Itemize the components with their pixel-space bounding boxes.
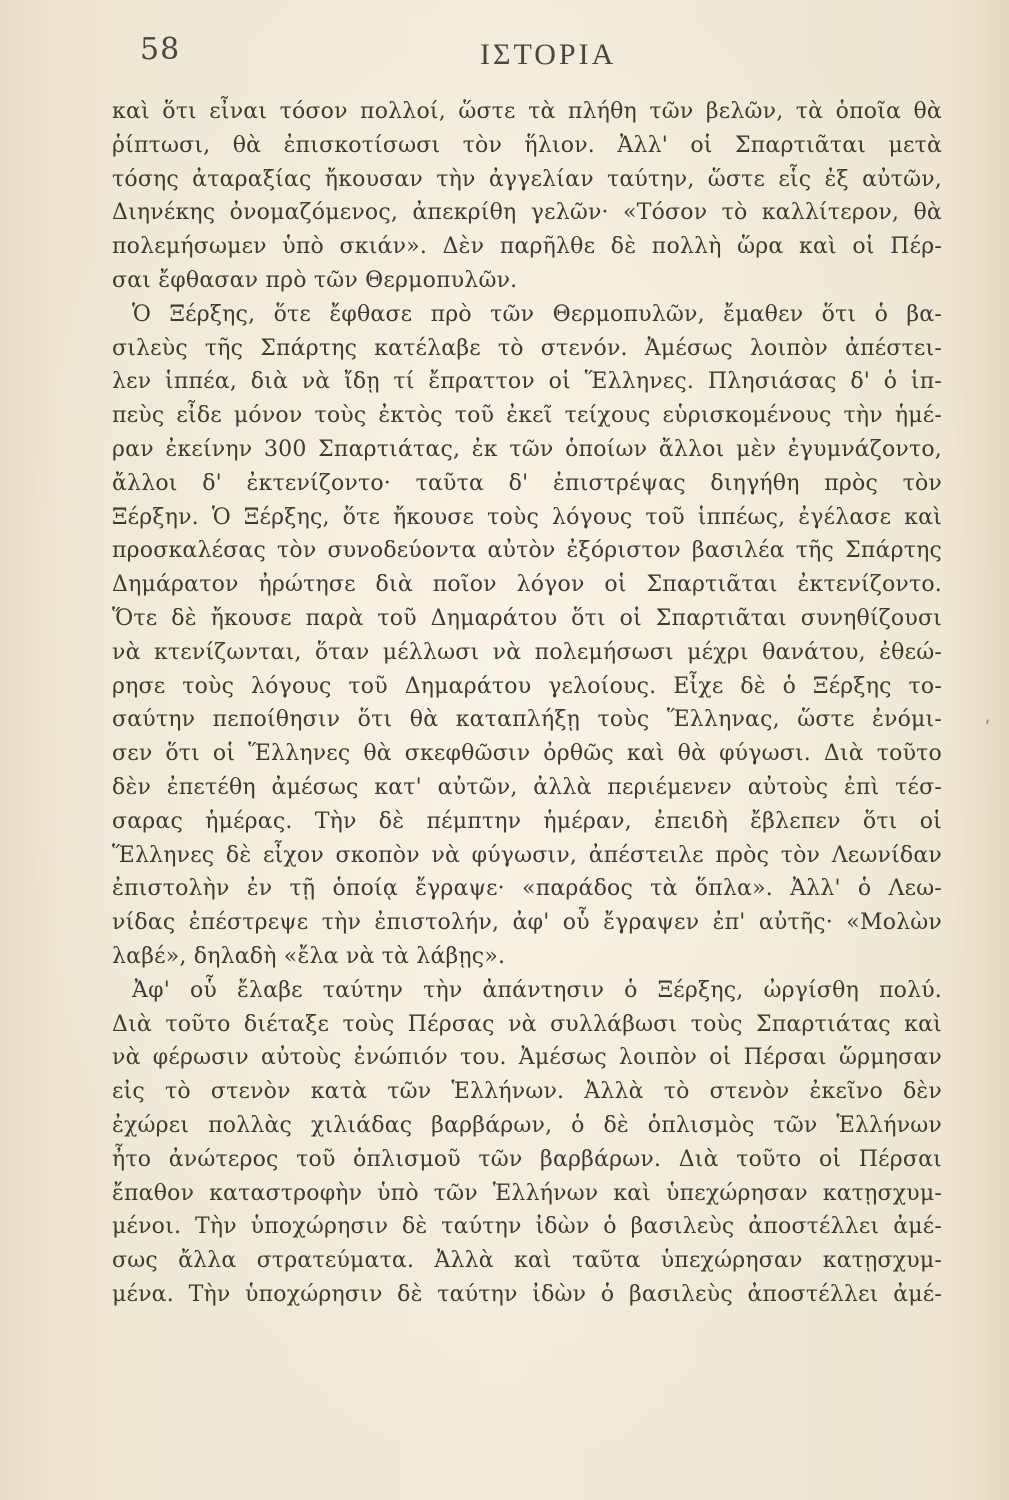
text-line: λεν ἱππέα, διὰ νὰ ἴδῃ τί ἔπραττον οἱ Ἕλληνες. Πλησιάσας δ' ὁ ἱπ-: [112, 369, 942, 395]
text-line: προσκαλέσας τὸν συνοδεύοντα αὐτὸν ἐξόριστον βασιλέα τῆς Σπάρτης: [112, 538, 942, 564]
text-line: πεὺς εἶδε μόνον τοὺς ἐκτὸς τοῦ ἐκεῖ τείχους εὑρισκομένους τὴν ἡμέ-: [112, 403, 942, 429]
text-line: ἄλλοι δ' ἐκτενίζοντο· ταῦτα δ' ἐπιστρέψας διηγήθη πρὸς τὸν: [112, 470, 942, 496]
body-text: [112, 95, 942, 1312]
page-number: 58: [140, 32, 181, 67]
text-line: Ξέρξην. Ὁ Ξέρξης, ὅτε ἤκουσε τοὺς λόγους τοῦ ἱππέως, ἐγέλασε καὶ: [112, 504, 942, 530]
text-line: δὲν ἐπετέθη ἀμέσως κατ' αὐτῶν, ἀλλὰ περιέμενεν αὐτοὺς ἐπὶ τέσ-: [112, 774, 942, 800]
text-line: νίδας ἐπέστρεψε τὴν ἐπιστολήν, ἀφ' οὗ ἔγραψεν ἐπ' αὐτῆς· «Μολὼν: [112, 910, 942, 936]
text-line: νὰ φέρωσιν αὐτοὺς ἐνώπιόν του. Ἀμέσως λοιπὸν οἱ Πέρσαι ὥρμησαν: [112, 1045, 942, 1071]
text-line: νὰ κτενίζωνται, ὅταν μέλλωσι νὰ πολεμήσωσι μέχρι θανάτου, ἐθεώ-: [112, 639, 942, 665]
text-line: καὶ ὅτι εἶναι τόσον πολλοί, ὥστε τὰ πλήθη τῶν βελῶν, τὰ ὁποῖα θὰ: [112, 99, 942, 124]
text-line: σεν ὅτι οἱ Ἕλληνες θὰ σκεφθῶσιν ὀρθῶς καὶ θὰ φύγωσι. Διὰ τοῦτο: [112, 741, 942, 767]
text-line: Ἀφ' οὗ ἔλαβε ταύτην τὴν ἀπάντησιν ὁ Ξέρξης, ὠργίσθη πολύ.: [132, 977, 942, 1003]
text-line: ἦτο ἀνώτερος τοῦ ὁπλισμοῦ τῶν βαρβάρων. Διὰ τοῦτο οἱ Πέρσαι: [112, 1146, 942, 1172]
text-line: τόσης ἀταραξίας ἤκουσαν τὴν ἀγγελίαν ταύτην, ὥστε εἷς ἐξ αὐτῶν,: [112, 166, 942, 192]
text-line: σως ἄλλα στρατεύματα. Ἀλλὰ καὶ ταῦτα ὑπεχώρησαν κατῃσχυμ-: [112, 1248, 942, 1274]
text-line: Ὅτε δὲ ἤκουσε παρὰ τοῦ Δημαράτου ὅτι οἱ Σπαρτιᾶται συνηθίζουσι: [112, 605, 942, 631]
text-line: σαρας ἡμέρας. Τὴν δὲ πέμπτην ἡμέραν, ἐπειδὴ ἔβλεπεν ὅτι οἱ: [112, 808, 942, 834]
text-line: εἰς τὸ στενὸν κατὰ τῶν Ἑλλήνων. Ἀλλὰ τὸ στενὸν ἐκεῖνο δὲν: [112, 1079, 942, 1105]
text-line: μένοι. Τὴν ὑποχώρησιν δὲ ταύτην ἰδὼν ὁ βασιλεὺς ἀποστέλλει ἀμέ-: [112, 1214, 942, 1240]
margin-pencil-mark: ʹ: [985, 718, 991, 739]
text-line: Δημάρατον ἠρώτησε διὰ ποῖον λόγον οἱ Σπαρτιᾶται ἐκτενίζοντο.: [112, 572, 942, 598]
text-line: ραν ἐκείνην 300 Σπαρτιάτας, ἐκ τῶν ὁποίων ἄλλοι μὲν ἐγυμνάζοντο,: [112, 436, 942, 462]
text-line: λαβέ», δηλαδὴ «ἔλα νὰ τὰ λάβῃς».: [112, 943, 506, 969]
text-line: ἐχώρει πολλὰς χιλιάδας βαρβάρων, ὁ δὲ ὁπλισμὸς τῶν Ἑλλήνων: [112, 1112, 942, 1138]
text-line: Ἕλληνες δὲ εἶχον σκοπὸν νὰ φύγωσιν, ἀπέστειλε πρὸς τὸν Λεωνίδαν: [112, 842, 942, 868]
text-line: σαύτην πεποίθησιν ὅτι θὰ καταπλήξῃ τοὺς Ἕλληνας, ὥστε ἐνόμι-: [112, 707, 942, 733]
text-line: σαι ἔφθασαν πρὸ τῶν Θερμοπυλῶν.: [112, 267, 518, 293]
text-line: Διηνέκης ὀνομαζόμενος, ἀπεκρίθη γελῶν· «Τόσον τὸ καλλίτερον, θὰ: [112, 200, 942, 226]
text-line: Διὰ τοῦτο διέταξε τοὺς Πέρσας νὰ συλλάβωσι τοὺς Σπαρτιάτας καὶ: [112, 1011, 942, 1037]
text-line: σιλεὺς τῆς Σπάρτης κατέλαβε τὸ στενόν. Ἀμέσως λοιπὸν ἀπέστει-: [112, 335, 942, 361]
text-line: μένα. Τὴν ὑποχώρησιν δὲ ταύτην ἰδὼν ὁ βασιλεὺς ἀποστέλλει ἀμέ-: [112, 1281, 942, 1307]
text-line: ρησε τοὺς λόγους τοῦ Δημαράτου γελοίους. Εἶχε δὲ ὁ Ξέρξης το-: [112, 673, 942, 699]
text-line: ῥίπτωσι, θὰ ἐπισκοτίσωσι τὸν ἥλιον. Ἀλλ' οἱ Σπαρτιᾶται μετὰ: [112, 132, 942, 158]
text-line: πολεμήσωμεν ὑπὸ σκιάν». Δὲν παρῆλθε δὲ πολλὴ ὥρα καὶ οἱ Πέρ-: [112, 234, 942, 260]
text-line: Ὁ Ξέρξης, ὅτε ἔφθασε πρὸ τῶν Θερμοπυλῶν, ἔμαθεν ὅτι ὁ βα-: [132, 301, 942, 327]
page-header: [0, 30, 1009, 80]
running-title: ΙΣΤΟΡΙΑ: [480, 38, 617, 71]
text-line: ἐπιστολὴν ἐν τῇ ὁποίᾳ ἔγραψε· «παράδος τὰ ὅπλα». Ἀλλ' ὁ Λεω-: [112, 876, 942, 902]
text-line: ἔπαθον καταστροφὴν ὑπὸ τῶν Ἑλλήνων καὶ ὑπεχώρησαν κατῃσχυμ-: [112, 1180, 942, 1206]
